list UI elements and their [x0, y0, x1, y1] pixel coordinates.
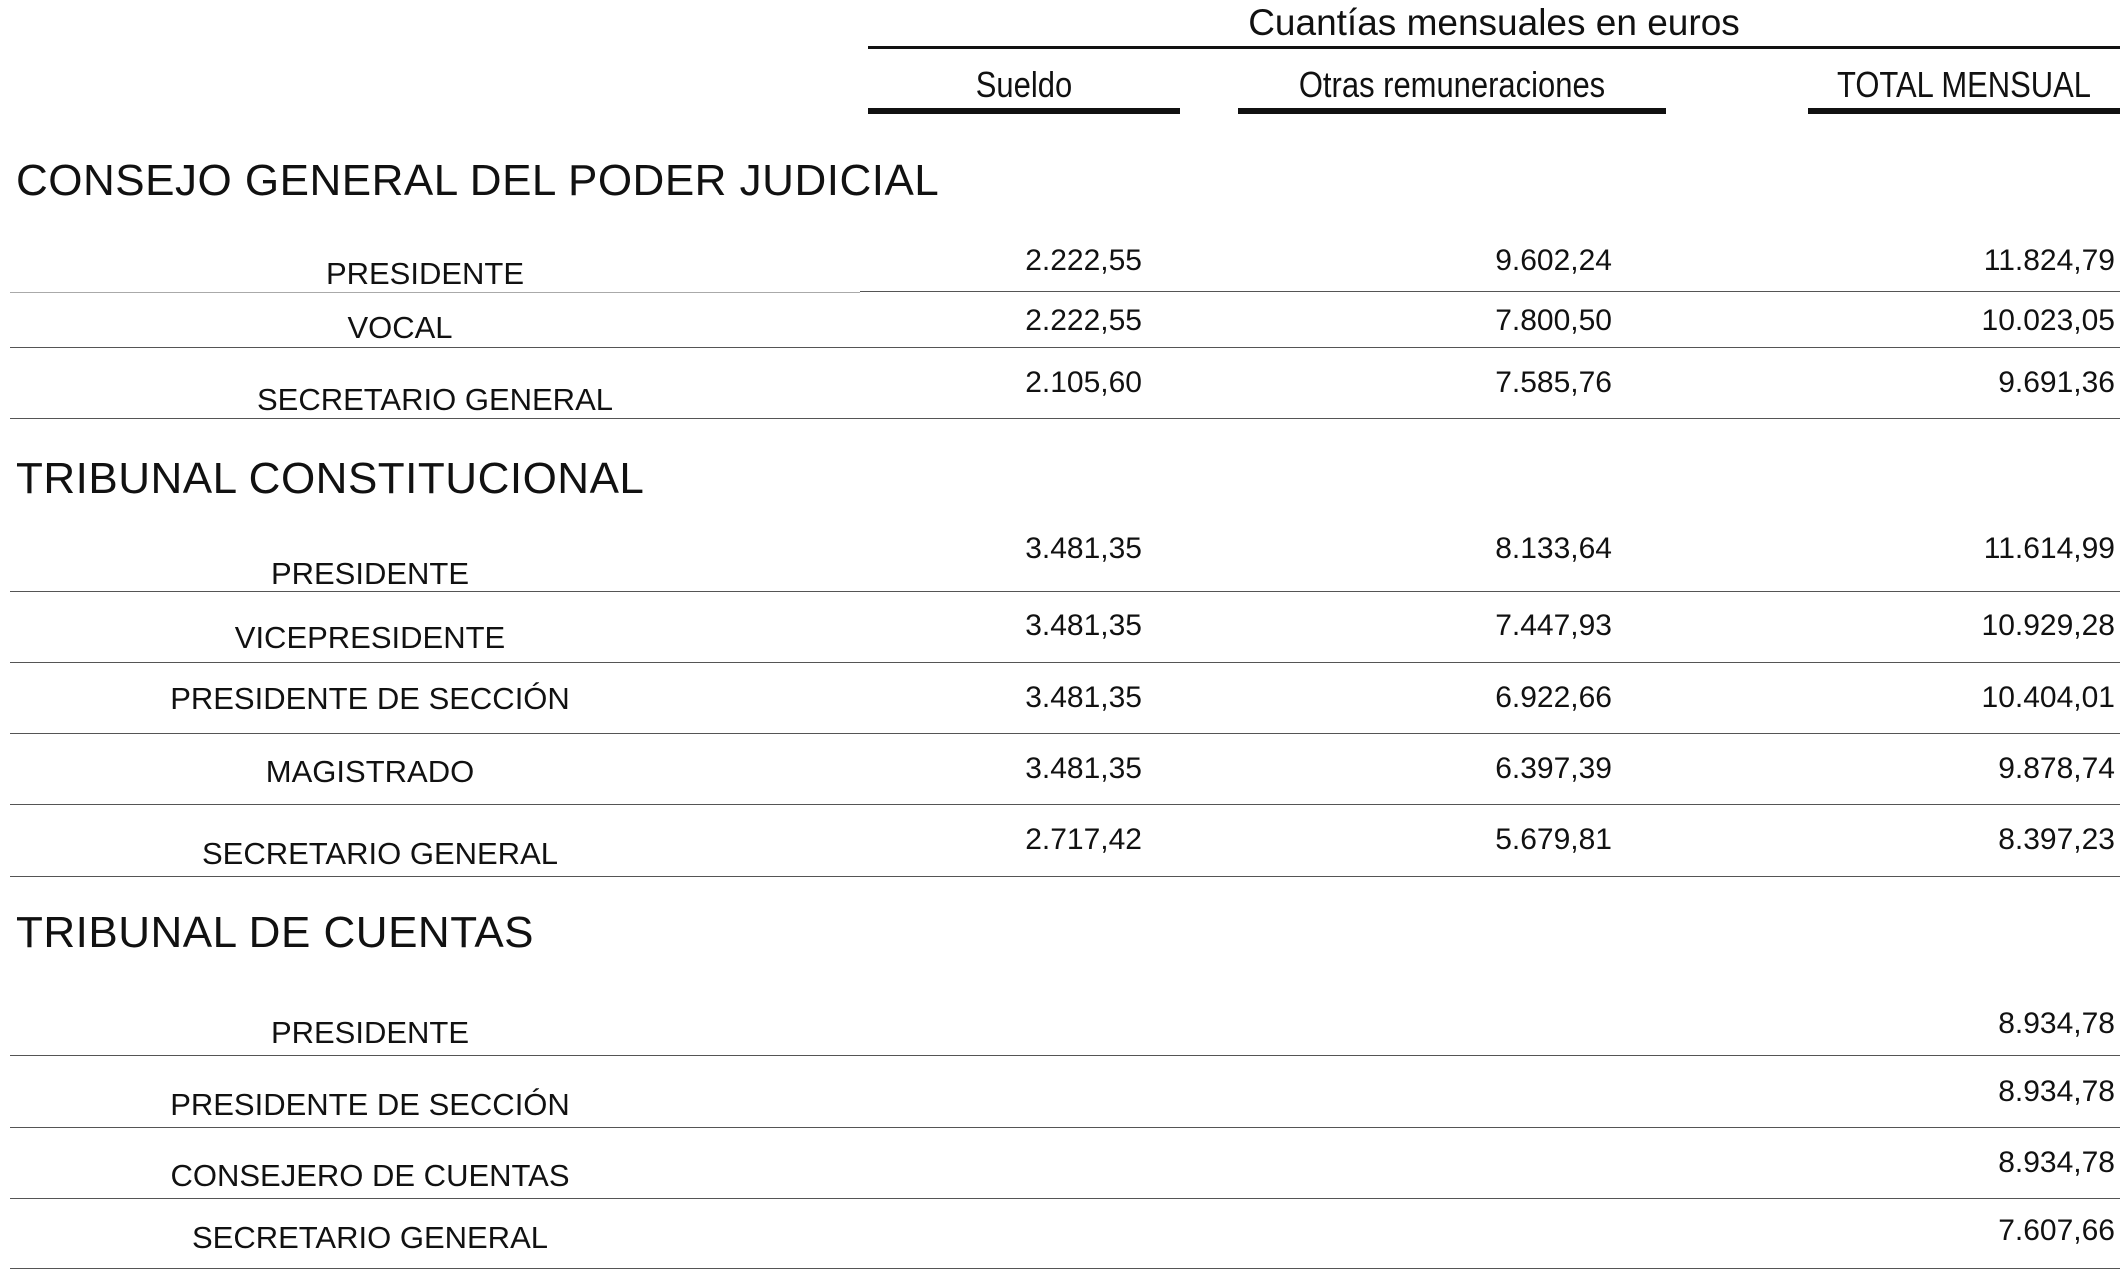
cell-total: 11.614,99: [1983, 532, 2115, 565]
cell-sueldo: 3.481,35: [1025, 752, 1142, 785]
section-title: TRIBUNAL CONSTITUCIONAL: [16, 454, 645, 503]
cell-total: 8.397,23: [1998, 823, 2115, 856]
row-divider: [10, 1198, 2120, 1199]
row-label: MAGISTRADO: [265, 754, 475, 789]
cell-otras: 9.602,24: [1495, 244, 1612, 277]
cell-total: 10.023,05: [1981, 304, 2115, 337]
row-divider: [10, 804, 2120, 805]
cell-sueldo: 2.222,55: [1025, 244, 1142, 277]
cell-total: 8.934,78: [1998, 1146, 2115, 1179]
row-divider: [10, 733, 2120, 734]
column-header-total: TOTAL MENSUAL: [1836, 64, 2092, 105]
row-label: SECRETARIO GENERAL: [201, 836, 558, 871]
row-label: CONSEJERO DE CUENTAS: [170, 1158, 570, 1193]
row-label: VICEPRESIDENTE: [234, 620, 506, 655]
row-divider: [10, 347, 2120, 348]
row-label: SECRETARIO GENERAL: [256, 382, 613, 417]
row-divider: [10, 662, 2120, 663]
row-divider: [10, 292, 860, 293]
row-divider: [10, 418, 2120, 419]
group-title-rule: [868, 46, 2120, 49]
column-rule-sueldo: [868, 108, 1180, 114]
row-label: PRESIDENTE: [270, 556, 470, 591]
row-divider: [10, 1127, 2120, 1128]
cell-otras: 7.800,50: [1495, 304, 1612, 337]
column-rule-total: [1808, 108, 2120, 114]
column-header-sueldo: Sueldo: [975, 64, 1073, 105]
cell-otras: 6.397,39: [1495, 752, 1612, 785]
row-divider: [10, 591, 2120, 592]
cell-total: 10.929,28: [1981, 609, 2115, 642]
cell-sueldo: 2.105,60: [1025, 366, 1142, 399]
row-label: PRESIDENTE: [270, 1015, 470, 1050]
row-divider: [10, 1268, 2120, 1269]
cell-sueldo: 2.717,42: [1025, 823, 1142, 856]
cell-otras: 6.922,66: [1495, 681, 1612, 714]
column-rule-otras: [1238, 108, 1666, 114]
cell-total: 9.878,74: [1998, 752, 2115, 785]
cell-sueldo: 3.481,35: [1025, 609, 1142, 642]
cell-otras: 7.447,93: [1495, 609, 1612, 642]
section-title: TRIBUNAL DE CUENTAS: [16, 908, 535, 957]
row-label: PRESIDENTE DE SECCIÓN: [170, 681, 570, 716]
cell-sueldo: 2.222,55: [1025, 304, 1142, 337]
cell-sueldo: 3.481,35: [1025, 681, 1142, 714]
section-title: CONSEJO GENERAL DEL PODER JUDICIAL: [16, 156, 940, 205]
row-label: PRESIDENTE DE SECCIÓN: [170, 1087, 570, 1122]
cell-otras: 7.585,76: [1495, 366, 1612, 399]
cell-total: 10.404,01: [1981, 681, 2115, 714]
row-label: PRESIDENTE: [325, 256, 525, 291]
group-title: Cuantías mensuales en euros: [1248, 2, 1740, 43]
cell-total: 7.607,66: [1998, 1214, 2115, 1247]
cell-total: 9.691,36: [1998, 366, 2115, 399]
row-divider: [10, 876, 2120, 877]
cell-total: 11.824,79: [1983, 244, 2115, 277]
row-label: VOCAL: [347, 310, 453, 345]
cell-otras: 5.679,81: [1495, 823, 1612, 856]
cell-otras: 8.133,64: [1495, 532, 1612, 565]
cell-sueldo: 3.481,35: [1025, 532, 1142, 565]
row-divider: [860, 291, 2120, 292]
cell-total: 8.934,78: [1998, 1075, 2115, 1108]
row-divider: [10, 1055, 2120, 1056]
cell-total: 8.934,78: [1998, 1007, 2115, 1040]
column-header-otras: Otras remuneraciones: [1298, 64, 1606, 105]
row-label: SECRETARIO GENERAL: [191, 1220, 548, 1255]
